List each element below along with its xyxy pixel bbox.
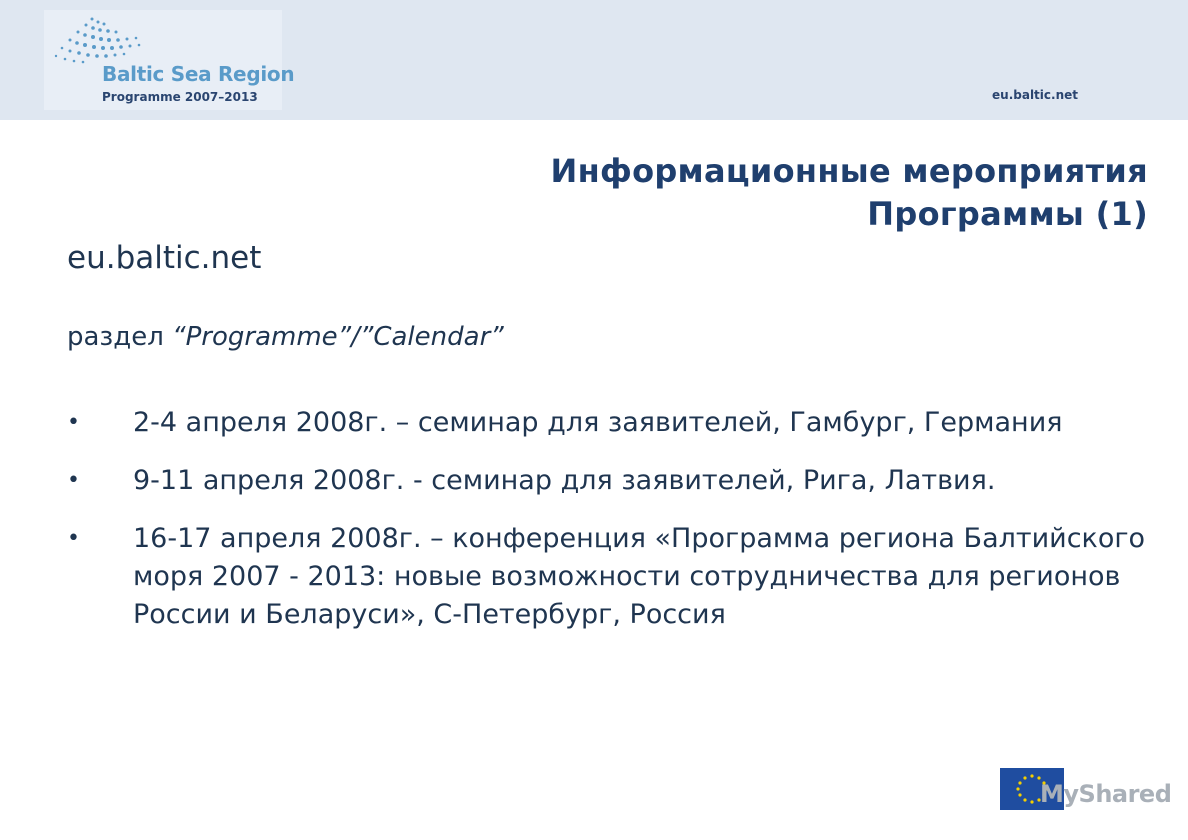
list-item [67,520,1157,634]
myshared-watermark: MyShared [1040,780,1172,808]
logo-subtitle: Programme 2007–2013 [102,90,258,104]
dots-wave-icon [48,14,168,64]
slide-title-line-2: Программы (1) [867,195,1148,233]
list-item [67,462,1157,500]
bullet-icon: • [67,526,80,551]
event-text: 2-4 апреля 2008г. – семинар для заявителей, Гамбург, Германия [133,407,1063,438]
bullet-icon: • [67,468,80,493]
slide-title-line-1: Информационные мероприятия [550,152,1148,190]
header-url: eu.baltic.net [992,88,1078,102]
baltic-sea-region-logo [44,10,295,110]
section-reference [67,322,504,352]
header-banner [0,0,1188,120]
website-url: eu.baltic.net [67,240,262,276]
event-text: 9-11 апреля 2008г. - семинар для заявителей, Рига, Латвия. [133,465,996,496]
event-text: 16-17 апреля 2008г. – конференция «Программа региона Балтийского моря 2007 - 2013: новые возможности сотрудничества для регионов России и Беларуси», С-Петербург, Россия [133,523,1146,630]
list-item [67,404,1157,442]
bullet-icon: • [67,410,80,435]
slide-title [551,150,1148,236]
section-name: “Programme”/”Calendar” [172,322,504,352]
logo-title: Baltic Sea Region [102,62,295,86]
events-list [67,404,1157,654]
section-prefix: раздел [67,322,173,352]
